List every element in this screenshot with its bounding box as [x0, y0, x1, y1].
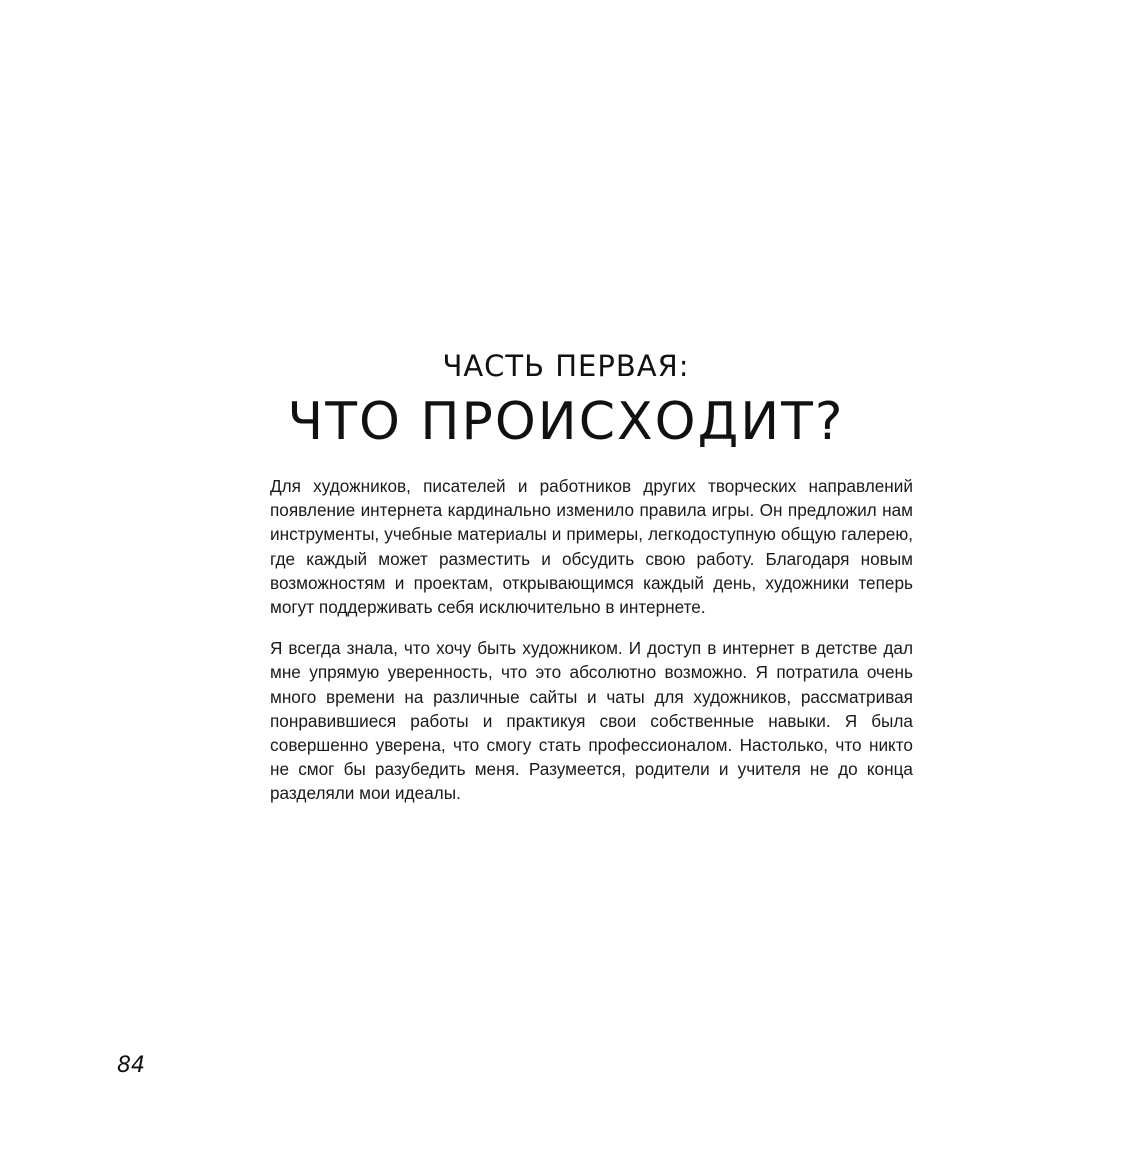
- page-number: 84: [117, 1053, 145, 1078]
- part-heading: ЧАСТЬ ПЕРВАЯ:: [442, 349, 690, 383]
- body-text: [270, 474, 913, 823]
- chapter-title: ЧТО ПРОИСХОДИТ?: [287, 392, 845, 452]
- paragraph: Для художников, писателей и работников других творческих направлений появление интернета кардинально изменило правила игры. Он предложил нам инструменты, учебные материалы и примеры, легкодоступную общую галерею, где каждый может разместить и обсудить свою работу. Благодаря новым возможностям и проектам, открывающимся каждый день, художники теперь могут поддерживать себя исключительно в интернете.: [270, 476, 913, 618]
- paragraph: Я всегда знала, что хочу быть художником. И доступ в интернет в детстве дал мне упрямую уверенность, что это абсолютно возможно. Я потратила очень много времени на различные сайты и чаты для художников, рассматривая понравившиеся работы и практикуя свои собственные навыки. Я была совершенно уверена, что смогу стать профессионалом. Настолько, что никто не смог бы разубедить меня. Разумеется, родители и учителя не до конца разделяли мои идеалы.: [270, 638, 913, 804]
